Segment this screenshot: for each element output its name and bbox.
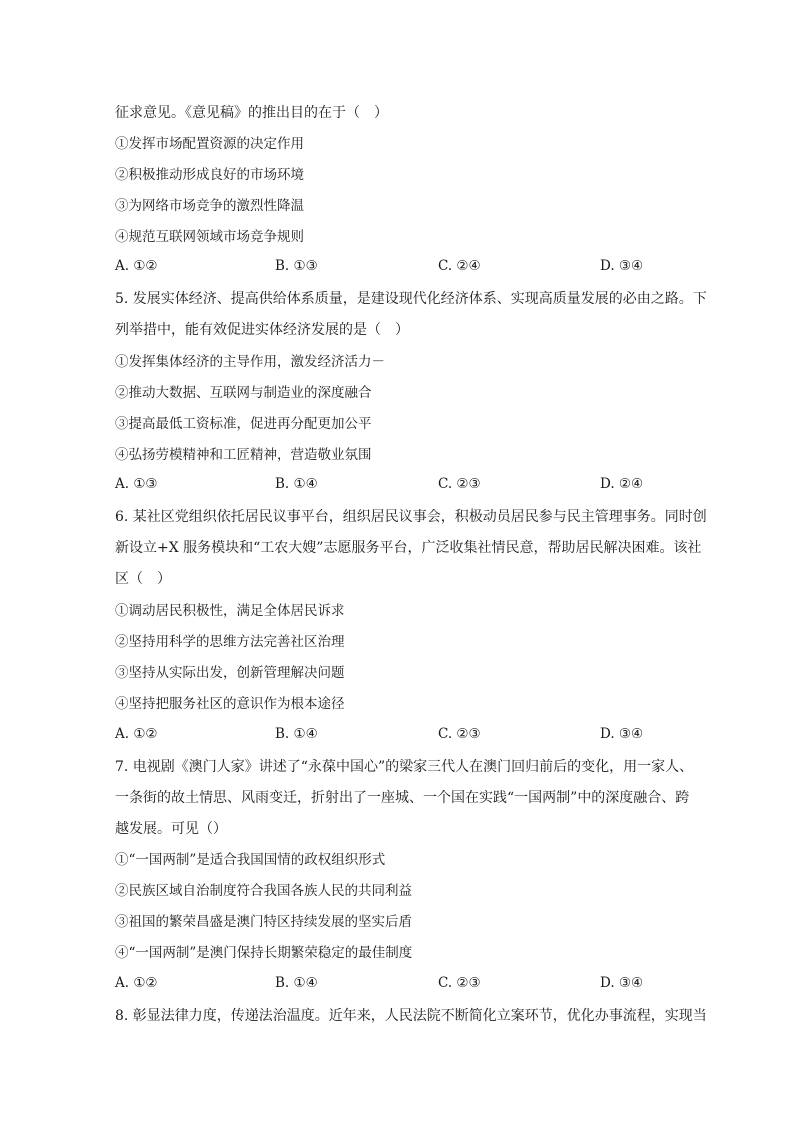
q6-stem-line-2: 新设立+X 服务模块和“工农大嫂”志愿服务平台，广泛收集社情民意，帮助居民解决困难。该社 xyxy=(115,540,702,556)
q4-choice-a[interactable]: A. ①② xyxy=(115,258,158,274)
q7-item-4: ④“一国两制”是澳门保持长期繁荣稳定的最佳制度 xyxy=(115,945,413,961)
q7-item-2: ②民族区域自治制度符合我国各族人民的共同利益 xyxy=(115,883,412,899)
q6-choice-a[interactable]: A. ①② xyxy=(115,726,158,742)
q7-choice-c[interactable]: C. ②③ xyxy=(438,975,481,991)
q6-item-4: ④坚持把服务社区的意识作为根本途径 xyxy=(115,696,345,712)
q4-item-4: ④规范互联网领域市场竞争规则 xyxy=(115,229,304,245)
q5-item-2: ②推动大数据、互联网与制造业的深度融合 xyxy=(115,385,372,401)
q7-stem-line-1: 7. 电视剧《澳门人家》讲述了“永葆中国心”的梁家三代人在澳门回归前后的变化，用一家人、 xyxy=(115,759,694,775)
q8-stem-line-1: 8. 彰显法律力度，传递法治温度。近年来，人民法院不断简化立案环节，优化办事流程，实现当 xyxy=(115,1008,707,1024)
q7-stem-line-2: 一条街的故土情思、风雨变迁，折射出了一座城、一个国在实践“一国两制”中的深度融合、跨 xyxy=(115,790,690,806)
q7-choice-b[interactable]: B. ①④ xyxy=(275,975,318,991)
q5-stem-line-1: 5. 发展实体经济、提高供给体系质量，是建设现代化经济体系、实现高质量发展的必由之路。下 xyxy=(115,291,707,307)
q6-choice-c[interactable]: C. ②③ xyxy=(438,726,481,742)
q6-item-1: ①调动居民积极性，满足全体居民诉求 xyxy=(115,603,345,619)
q6-choices xyxy=(115,726,715,746)
q7-item-3: ③祖国的繁荣昌盛是澳门特区持续发展的坚实后盾 xyxy=(115,914,412,930)
q7-item-1: ①“一国两制”是适合我国国情的政权组织形式 xyxy=(115,852,386,868)
q7-choice-d[interactable]: D. ③④ xyxy=(600,975,644,991)
q7-choices xyxy=(115,975,715,995)
q6-stem-line-1: 6. 某社区党组织依托居民议事平台，组织居民议事会，积极动员居民参与民主管理事务。同时创 xyxy=(115,509,707,525)
q5-item-1: ①发挥集体经济的主导作用，激发经济活力－ xyxy=(115,354,385,370)
q4-stem-tail: 征求意见。《意见稿》的推出目的在于（ ） xyxy=(115,105,388,121)
q5-choice-d[interactable]: D. ②④ xyxy=(600,476,644,492)
q5-choice-c[interactable]: C. ②③ xyxy=(438,476,481,492)
q5-choice-b[interactable]: B. ①④ xyxy=(275,476,318,492)
q5-item-3: ③提高最低工资标准，促进再分配更加公平 xyxy=(115,416,372,432)
q4-choice-b[interactable]: B. ①③ xyxy=(275,258,318,274)
q6-item-2: ②坚持用科学的思维方法完善社区治理 xyxy=(115,634,345,650)
q4-choices xyxy=(115,258,715,278)
q4-choice-d[interactable]: D. ③④ xyxy=(600,258,644,274)
q7-choice-a[interactable]: A. ①② xyxy=(115,975,158,991)
q6-choice-b[interactable]: B. ①④ xyxy=(275,726,318,742)
q4-choice-c[interactable]: C. ②④ xyxy=(438,258,481,274)
q6-stem-line-3: 区（ ） xyxy=(115,571,171,587)
q4-item-1: ①发挥市场配置资源的决定作用 xyxy=(115,136,304,152)
q5-item-4: ④弘扬劳模精神和工匠精神，营造敬业氛围 xyxy=(115,447,372,463)
q5-stem-line-2: 列举措中，能有效促进实体经济发展的是（ ） xyxy=(115,322,409,338)
q6-choice-d[interactable]: D. ③④ xyxy=(600,726,644,742)
q7-stem-line-3: 越发展。可见（） xyxy=(115,821,227,837)
q5-choices xyxy=(115,476,715,496)
q6-item-3: ③坚持从实际出发，创新管理解决问题 xyxy=(115,665,345,681)
q4-item-2: ②积极推动形成良好的市场环境 xyxy=(115,167,304,183)
q4-item-3: ③为网络市场竞争的激烈性降温 xyxy=(115,198,304,214)
q5-choice-a[interactable]: A. ①③ xyxy=(115,476,158,492)
